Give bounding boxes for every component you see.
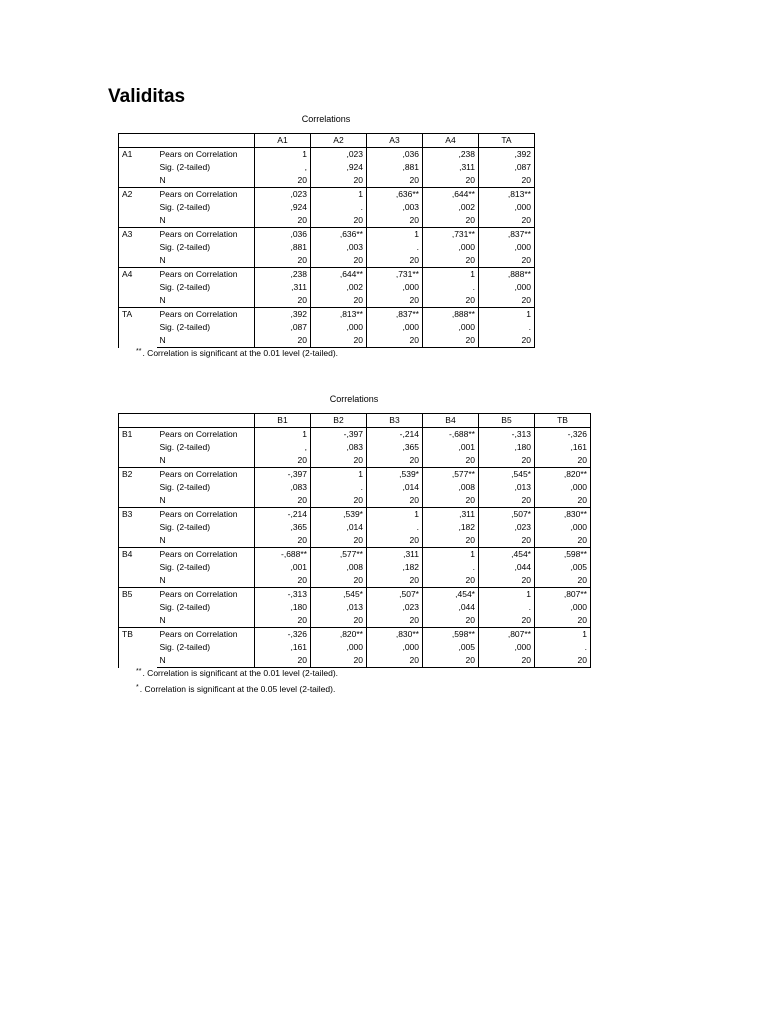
table-cell: ,837**	[479, 228, 535, 242]
table-row	[119, 561, 591, 574]
footnote	[136, 668, 338, 678]
table-cell: ,180	[479, 441, 535, 454]
table-cell: ,023	[479, 521, 535, 534]
table-cell: .	[479, 601, 535, 614]
statistic-label: Sig. (2-tailed)	[159, 482, 211, 492]
table-row	[119, 228, 535, 242]
table-cell: ,837**	[367, 308, 423, 322]
table-row	[119, 201, 535, 214]
statistic-label: N	[159, 495, 166, 505]
table-cell: 20	[479, 494, 535, 508]
statistic-label: Sig. (2-tailed)	[159, 242, 211, 252]
column-header: A4	[423, 134, 479, 148]
table-row	[119, 454, 591, 468]
table-cell: ,000	[479, 241, 535, 254]
table-cell: ,014	[367, 481, 423, 494]
table-cell: ,644**	[423, 188, 479, 202]
footnote-text: . Correlation is significant at the 0.01 level (2-tailed).	[142, 348, 339, 358]
table-cell: 1	[423, 268, 479, 282]
statistic-label: Pears on Correlation	[157, 508, 255, 522]
table-cell: ,002	[311, 281, 367, 294]
statistic-label: Pears on Correlation	[157, 308, 255, 322]
table-cell: -,326	[535, 428, 591, 442]
table-row	[119, 281, 535, 294]
table-cell: 20	[311, 334, 367, 348]
table-cell: ,001	[255, 561, 311, 574]
table-cell: ,014	[311, 521, 367, 534]
table-cell: 20	[423, 494, 479, 508]
statistic-label: Pears on Correlation	[157, 628, 255, 642]
column-header: TB	[535, 414, 591, 428]
table-cell: ,000	[479, 641, 535, 654]
table-cell: ,002	[423, 201, 479, 214]
table-cell: 20	[311, 454, 367, 468]
column-header: B3	[367, 414, 423, 428]
table-cell: 20	[535, 574, 591, 588]
footnote-mark: *	[136, 684, 139, 691]
table-cell: ,000	[535, 481, 591, 494]
table-cell: ,180	[255, 601, 311, 614]
table-cell: ,036	[255, 228, 311, 242]
statistic-label: N	[159, 575, 166, 585]
table-cell: ,036	[367, 148, 423, 162]
table-cell: ,000	[311, 321, 367, 334]
statistic-label: Pears on Correlation	[157, 148, 255, 162]
table-cell: ,924	[255, 201, 311, 214]
table-row	[119, 441, 591, 454]
table-cell: ,044	[423, 601, 479, 614]
table-cell: .	[535, 641, 591, 654]
row-variable-label: B1	[119, 428, 157, 468]
table-cell: ,598**	[535, 548, 591, 562]
table-cell: 20	[255, 214, 311, 228]
table-row	[119, 654, 591, 668]
table-cell: ,888**	[479, 268, 535, 282]
footnote-text: . Correlation is significant at the 0.01 level (2-tailed).	[142, 668, 339, 678]
table-cell: 20	[367, 654, 423, 668]
table-row	[119, 174, 535, 188]
table-row	[119, 241, 535, 254]
table-row	[119, 494, 591, 508]
correlation-table-a	[118, 133, 535, 348]
table-cell: 1	[311, 468, 367, 482]
table-cell: 20	[479, 454, 535, 468]
table-cell: .	[423, 561, 479, 574]
table-cell: ,311	[423, 508, 479, 522]
table-cell: ,087	[479, 161, 535, 174]
row-variable-label: B2	[119, 468, 157, 508]
table-cell: ,008	[423, 481, 479, 494]
table-cell: .	[479, 321, 535, 334]
statistic-label: Sig. (2-tailed)	[159, 642, 211, 652]
table-cell: 20	[423, 534, 479, 548]
row-variable-label: A1	[119, 148, 157, 188]
statistic-label: Pears on Correlation	[157, 588, 255, 602]
table-cell: ,000	[535, 521, 591, 534]
table-row	[119, 468, 591, 482]
statistic-label: Pears on Correlation	[157, 468, 255, 482]
table-cell: .	[311, 481, 367, 494]
table-cell: ,000	[423, 321, 479, 334]
statistic-label: Pears on Correlation	[157, 228, 255, 242]
table-cell: 20	[255, 654, 311, 668]
table-cell: ,539*	[311, 508, 367, 522]
table-cell: ,311	[367, 548, 423, 562]
table-cell: ,365	[255, 521, 311, 534]
statistic-label: Pears on Correlation	[157, 188, 255, 202]
table-cell: 20	[367, 294, 423, 308]
table-cell: ,807**	[535, 588, 591, 602]
table-cell: ,365	[367, 441, 423, 454]
table-cell: 20	[255, 294, 311, 308]
table-cell: 20	[479, 214, 535, 228]
table-cell: ,005	[423, 641, 479, 654]
table-cell: 20	[423, 174, 479, 188]
table-row	[119, 481, 591, 494]
statistic-label: N	[159, 215, 166, 225]
table-cell: 20	[255, 174, 311, 188]
table-cell: ,000	[479, 201, 535, 214]
table-cell: 20	[479, 174, 535, 188]
header-blank-cell	[119, 134, 255, 148]
table-cell: 20	[479, 614, 535, 628]
table-cell: ,005	[535, 561, 591, 574]
row-variable-label: B5	[119, 588, 157, 628]
table-cell: 20	[255, 574, 311, 588]
table-cell: 20	[423, 454, 479, 468]
table-cell: ,830**	[367, 628, 423, 642]
footnote-mark: **	[136, 668, 142, 675]
row-variable-label: A3	[119, 228, 157, 268]
statistic-label: Sig. (2-tailed)	[159, 322, 211, 332]
row-variable-label: TB	[119, 628, 157, 668]
table-row	[119, 614, 591, 628]
table-cell: 20	[423, 574, 479, 588]
table-cell: 1	[479, 308, 535, 322]
statistic-label: Pears on Correlation	[157, 428, 255, 442]
statistic-label: Sig. (2-tailed)	[159, 522, 211, 532]
table-cell: ,023	[255, 188, 311, 202]
table-cell: ,577**	[311, 548, 367, 562]
footnote-mark: **	[136, 348, 142, 355]
table-b-caption: Correlations	[329, 394, 379, 404]
table-cell: ,636**	[311, 228, 367, 242]
table-cell: ,924	[311, 161, 367, 174]
table-cell: ,888**	[423, 308, 479, 322]
table-cell: 20	[311, 574, 367, 588]
table-row	[119, 148, 535, 162]
statistic-label: N	[159, 295, 166, 305]
statistic-label: Sig. (2-tailed)	[159, 162, 211, 172]
table-cell: 20	[479, 574, 535, 588]
table-row	[119, 534, 591, 548]
table-cell: ,013	[311, 601, 367, 614]
table-row	[119, 268, 535, 282]
table-cell: 20	[423, 654, 479, 668]
table-cell: ,000	[367, 641, 423, 654]
header-blank-cell	[119, 414, 255, 428]
table-cell: ,454*	[423, 588, 479, 602]
table-cell: ,454*	[479, 548, 535, 562]
table-row	[119, 334, 535, 348]
table-cell: ,731**	[367, 268, 423, 282]
table-cell: -,688**	[423, 428, 479, 442]
table-cell: 20	[367, 174, 423, 188]
table-cell: 1	[479, 588, 535, 602]
table-cell: -,214	[255, 508, 311, 522]
table-cell: 20	[255, 454, 311, 468]
table-cell: 1	[535, 628, 591, 642]
table-cell: ,000	[367, 321, 423, 334]
table-cell: -,313	[255, 588, 311, 602]
statistic-label: N	[157, 334, 255, 348]
table-cell: 20	[311, 614, 367, 628]
statistic-label: N	[159, 615, 166, 625]
table-cell: 1	[367, 508, 423, 522]
table-cell: ,881	[367, 161, 423, 174]
table-row	[119, 641, 591, 654]
table-cell: ,392	[255, 308, 311, 322]
table-row	[119, 428, 591, 442]
table-cell: ,083	[311, 441, 367, 454]
table-cell: ,392	[479, 148, 535, 162]
column-header: A1	[255, 134, 311, 148]
table-cell: ,731**	[423, 228, 479, 242]
footnote	[136, 684, 335, 694]
table-cell: ,311	[423, 161, 479, 174]
table-cell: ,161	[255, 641, 311, 654]
table-cell: ,023	[367, 601, 423, 614]
table-cell: -,313	[479, 428, 535, 442]
table-cell: ,813**	[311, 308, 367, 322]
table-cell: 20	[367, 534, 423, 548]
table-cell: 20	[311, 494, 367, 508]
table-cell: 20	[311, 294, 367, 308]
row-variable-label: A4	[119, 268, 157, 308]
table-cell: ,238	[423, 148, 479, 162]
table-row	[119, 294, 535, 308]
table-cell: 20	[255, 614, 311, 628]
table-cell: 20	[311, 214, 367, 228]
statistic-label: N	[159, 535, 166, 545]
table-cell: ,044	[479, 561, 535, 574]
column-header: A2	[311, 134, 367, 148]
table-cell: 20	[367, 614, 423, 628]
correlation-table-b	[118, 413, 591, 668]
table-cell: 20	[367, 334, 423, 348]
table-row	[119, 214, 535, 228]
table-cell: ,644**	[311, 268, 367, 282]
table-cell: 20	[479, 254, 535, 268]
table-cell: ,507*	[479, 508, 535, 522]
column-header: TA	[479, 134, 535, 148]
column-header: B1	[255, 414, 311, 428]
table-cell: 20	[255, 334, 311, 348]
table-cell: 20	[535, 534, 591, 548]
table-cell: 20	[423, 214, 479, 228]
table-cell: 20	[423, 614, 479, 628]
table-cell: ,807**	[479, 628, 535, 642]
table-cell: ,000	[311, 641, 367, 654]
table-cell: 20	[479, 294, 535, 308]
table-cell: 1	[311, 188, 367, 202]
table-cell: ,820**	[535, 468, 591, 482]
column-header: B2	[311, 414, 367, 428]
table-cell: ,003	[367, 201, 423, 214]
header-row	[119, 414, 591, 428]
table-cell: 20	[479, 334, 535, 348]
table-cell: ,311	[255, 281, 311, 294]
statistic-label: N	[159, 175, 166, 185]
table-cell: 20	[311, 534, 367, 548]
table-row	[119, 308, 535, 322]
table-cell: ,	[255, 161, 311, 174]
table-cell: ,008	[311, 561, 367, 574]
statistic-label: N	[159, 455, 166, 465]
statistic-label: Pears on Correlation	[157, 268, 255, 282]
table-cell: ,182	[367, 561, 423, 574]
table-row	[119, 548, 591, 562]
table-row	[119, 508, 591, 522]
row-variable-label: B3	[119, 508, 157, 548]
column-header: A3	[367, 134, 423, 148]
table-cell: .	[367, 241, 423, 254]
table-cell: .	[367, 521, 423, 534]
table-cell: ,577**	[423, 468, 479, 482]
table-cell: ,000	[535, 601, 591, 614]
row-variable-label: TA	[119, 308, 157, 348]
table-cell: 20	[423, 254, 479, 268]
table-cell: 20	[423, 294, 479, 308]
table-cell: ,023	[311, 148, 367, 162]
table-cell: ,000	[423, 241, 479, 254]
table-cell: 1	[423, 548, 479, 562]
table-row	[119, 574, 591, 588]
table-cell: ,182	[423, 521, 479, 534]
page-title: Validitas	[108, 86, 186, 107]
table-row	[119, 161, 535, 174]
table-cell: ,820**	[311, 628, 367, 642]
table-cell: .	[311, 201, 367, 214]
table-cell: ,813**	[479, 188, 535, 202]
statistic-label: Sig. (2-tailed)	[159, 442, 211, 452]
table-cell: 20	[479, 654, 535, 668]
column-header: B5	[479, 414, 535, 428]
table-cell: ,003	[311, 241, 367, 254]
table-cell: 20	[367, 214, 423, 228]
footnote	[136, 348, 338, 358]
table-cell: ,013	[479, 481, 535, 494]
table-cell: 20	[367, 574, 423, 588]
table-cell: ,	[255, 441, 311, 454]
row-variable-label: B4	[119, 548, 157, 588]
table-cell: ,238	[255, 268, 311, 282]
table-cell: -,397	[311, 428, 367, 442]
table-cell: 20	[255, 254, 311, 268]
table-cell: 1	[255, 148, 311, 162]
table-cell: 20	[535, 614, 591, 628]
table-cell: 20	[423, 334, 479, 348]
table-cell: -,397	[255, 468, 311, 482]
table-cell: ,000	[367, 281, 423, 294]
table-cell: 20	[255, 494, 311, 508]
table-cell: ,507*	[367, 588, 423, 602]
table-cell: 20	[367, 494, 423, 508]
table-cell: 20	[535, 454, 591, 468]
table-row	[119, 628, 591, 642]
statistic-label: Sig. (2-tailed)	[159, 602, 211, 612]
table-cell: 20	[367, 454, 423, 468]
table-row	[119, 254, 535, 268]
table-row	[119, 321, 535, 334]
statistic-label: N	[159, 255, 166, 265]
table-cell: ,539*	[367, 468, 423, 482]
table-cell: ,545*	[479, 468, 535, 482]
table-cell: ,087	[255, 321, 311, 334]
table-cell: ,636**	[367, 188, 423, 202]
table-row	[119, 188, 535, 202]
table-row	[119, 588, 591, 602]
table-cell: ,830**	[535, 508, 591, 522]
table-cell: 20	[535, 494, 591, 508]
table-cell: .	[423, 281, 479, 294]
table-cell: 20	[311, 654, 367, 668]
table-row	[119, 601, 591, 614]
table-cell: 20	[479, 534, 535, 548]
table-cell: 20	[255, 534, 311, 548]
table-row	[119, 521, 591, 534]
table-cell: -,688**	[255, 548, 311, 562]
statistic-label: Sig. (2-tailed)	[159, 562, 211, 572]
table-cell: 1	[367, 228, 423, 242]
table-cell: ,881	[255, 241, 311, 254]
table-cell: 20	[535, 654, 591, 668]
row-variable-label: A2	[119, 188, 157, 228]
table-cell: ,000	[479, 281, 535, 294]
table-cell: 20	[311, 254, 367, 268]
table-cell: ,598**	[423, 628, 479, 642]
header-row	[119, 134, 535, 148]
column-header: B4	[423, 414, 479, 428]
table-cell: ,083	[255, 481, 311, 494]
table-cell: -,326	[255, 628, 311, 642]
footnote-text: . Correlation is significant at the 0.05 level (2-tailed).	[139, 684, 336, 694]
statistic-label: Sig. (2-tailed)	[159, 282, 211, 292]
table-cell: -,214	[367, 428, 423, 442]
table-a-caption: Correlations	[301, 114, 351, 124]
statistic-label: Sig. (2-tailed)	[159, 202, 211, 212]
table-cell: ,001	[423, 441, 479, 454]
table-cell: ,545*	[311, 588, 367, 602]
table-cell: 20	[311, 174, 367, 188]
table-cell: 1	[255, 428, 311, 442]
statistic-label: Pears on Correlation	[157, 548, 255, 562]
table-cell: ,161	[535, 441, 591, 454]
statistic-label: N	[157, 654, 255, 668]
table-cell: 20	[367, 254, 423, 268]
